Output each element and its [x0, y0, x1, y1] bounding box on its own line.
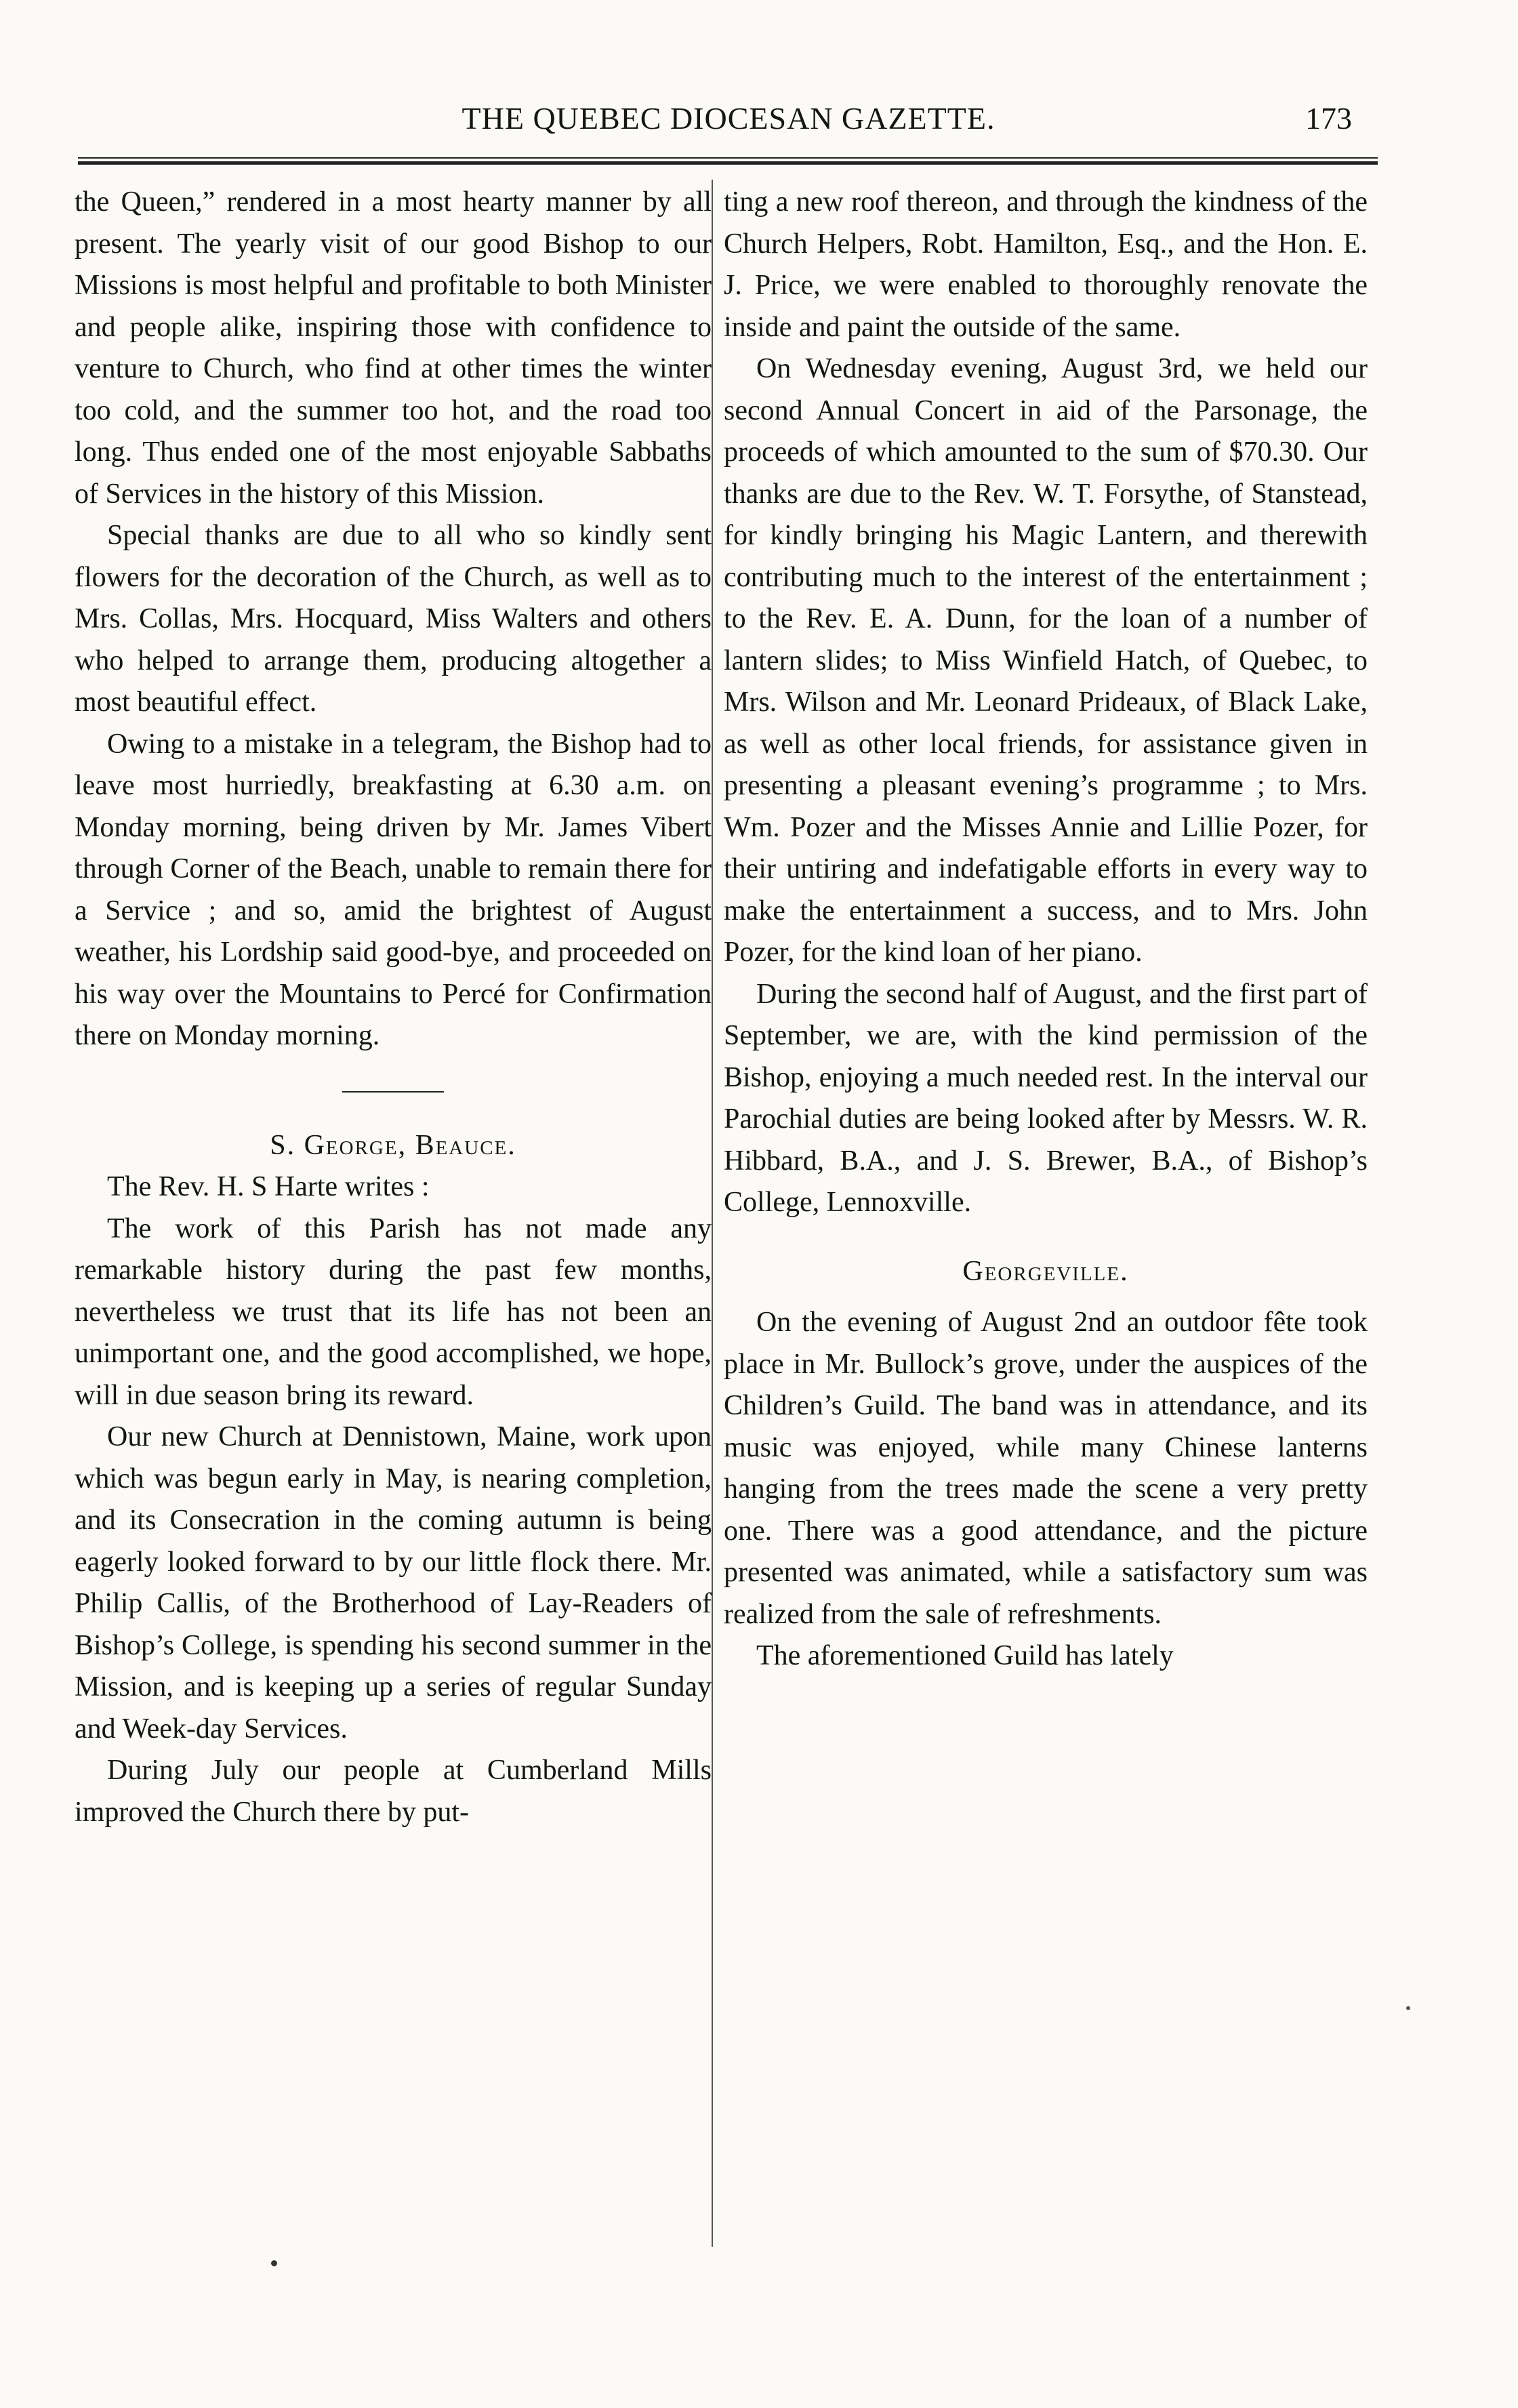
paragraph: ting a new roof thereon, and through the kindness of the Church Helpers, Robt. Hamilton, Esq., and the Hon. E. J. Price, we were enabled to thoroughly renovate the inside and paint the outside of the same.: [724, 186, 1368, 343]
paragraph: On Wednesday evening, August 3rd, we held our second Annual Concert in aid of the Parsonage, the proceeds of which amounted to the sum of $70.30. Our thanks are due to the Rev. W. T. Forsythe, of Stanstead, for kindly bringing his Magic Lantern, and therewith contributing much to the interest of the entertainment ; to the Rev. E. A. Dunn, for the loan of a number of lantern slides; to Miss Winfield Hatch, of Quebec, to Mrs. Wilson and Mr. Leonard Prideaux, of Black Lake, as well as other local friends, for assistance given in presenting a pleasant evening’s programme ; to Mrs. Wm. Pozer and the Misses Annie and Lillie Pozer, for their untiring and indefatigable efforts in every way to make the entertainment a success, and to Mrs. John Pozer, for the kind loan of her piano.: [724, 353, 1368, 968]
column-divider: [712, 180, 713, 2247]
paragraph: On the evening of August 2nd an outdoor fête took place in Mr. Bullock’s grove, under the auspices of the Children’s Guild. The band was in attendance, and its music was enjoyed, while many Chinese lanterns hanging from the trees made the scene a very pretty one. There was a good attendance, and the picture presented was animated, while a satisfactory sum was realized from the sale of refreshments.: [724, 1307, 1368, 1630]
page-header: [78, 96, 1379, 144]
paragraph: During the second half of August, and the first part of September, we are, with the kind permission of the Bishop, enjoying a much needed rest. In the interval our Parochial duties are being looked after by Messrs. W. R. Hibbard, B.A., and J. S. Brewer, B.A., of Bishop’s College, Lennoxville.: [724, 978, 1368, 1218]
paragraph: the Queen,” rendered in a most hearty manner by all present. The yearly visit of our good Bishop to our Missions is most helpful and profitable to both Minister and people alike, inspiring those with confidence to venture to Church, who find at other times the winter too cold, and the summer too hot, and the road too long. Thus ended one of the most enjoyable Sabbaths of Services in the history of this Mission.: [75, 186, 712, 510]
paragraph: Special thanks are due to all who so kindly sent flowers for the decoration of the Church, as well as to Mrs. Collas, Mrs. Hocquard, Miss Walters and others who helped to arrange them, producing altogether a most beautiful effect.: [75, 520, 712, 718]
print-mark-dot: [271, 2260, 277, 2266]
header-rule-thick: [78, 161, 1378, 165]
page-number: 173: [1305, 101, 1352, 136]
paragraph: During July our people at Cumberland Mills improved the Church there by put-: [75, 1755, 712, 1828]
paragraph: Our new Church at Dennistown, Maine, work upon which was begun early in May, is nearing completion, and its Consecration in the coming autumn is being eagerly looked forward to by our little flock there. Mr. Philip Callis, of the Brotherhood of Lay-Readers of Bishop’s College, is spending his second summer in the Mission, and is keeping up a series of regular Sunday and Week-day Services.: [75, 1421, 712, 1744]
publication-title: THE QUEBEC DIOCESAN GAZETTE.: [461, 101, 996, 136]
section-divider: [342, 1091, 444, 1093]
byline: The Rev. H. S Harte writes :: [107, 1171, 430, 1202]
header-rule-thin: [78, 157, 1378, 159]
paragraph: Owing to a mistake in a telegram, the Bishop had to leave most hurriedly, breakfasting at 6.30 a.m. on Monday morning, being driven by Mr. James Vibert through Corner of the Beach, unable to remain there for a Service ; and so, amid the brightest of August weather, his Lordship said good-bye, and proceeded on his way over the Mountains to Percé for Confirmation there on Monday morning.: [75, 728, 712, 1051]
paragraph: The work of this Parish has not made any remarkable history during the past few months, nevertheless we trust that its life has not been an unimportant one, and the good accomplished, we hope, will in due season bring its reward.: [75, 1212, 712, 1411]
section-heading: S. George, Beauce.: [270, 1129, 516, 1161]
left-column: [75, 182, 712, 1833]
right-column: [724, 182, 1368, 1677]
print-mark-dot: [1406, 2006, 1410, 2010]
paragraph: The aforementioned Guild has lately: [756, 1640, 1174, 1671]
section-heading: Georgeville.: [962, 1255, 1129, 1287]
